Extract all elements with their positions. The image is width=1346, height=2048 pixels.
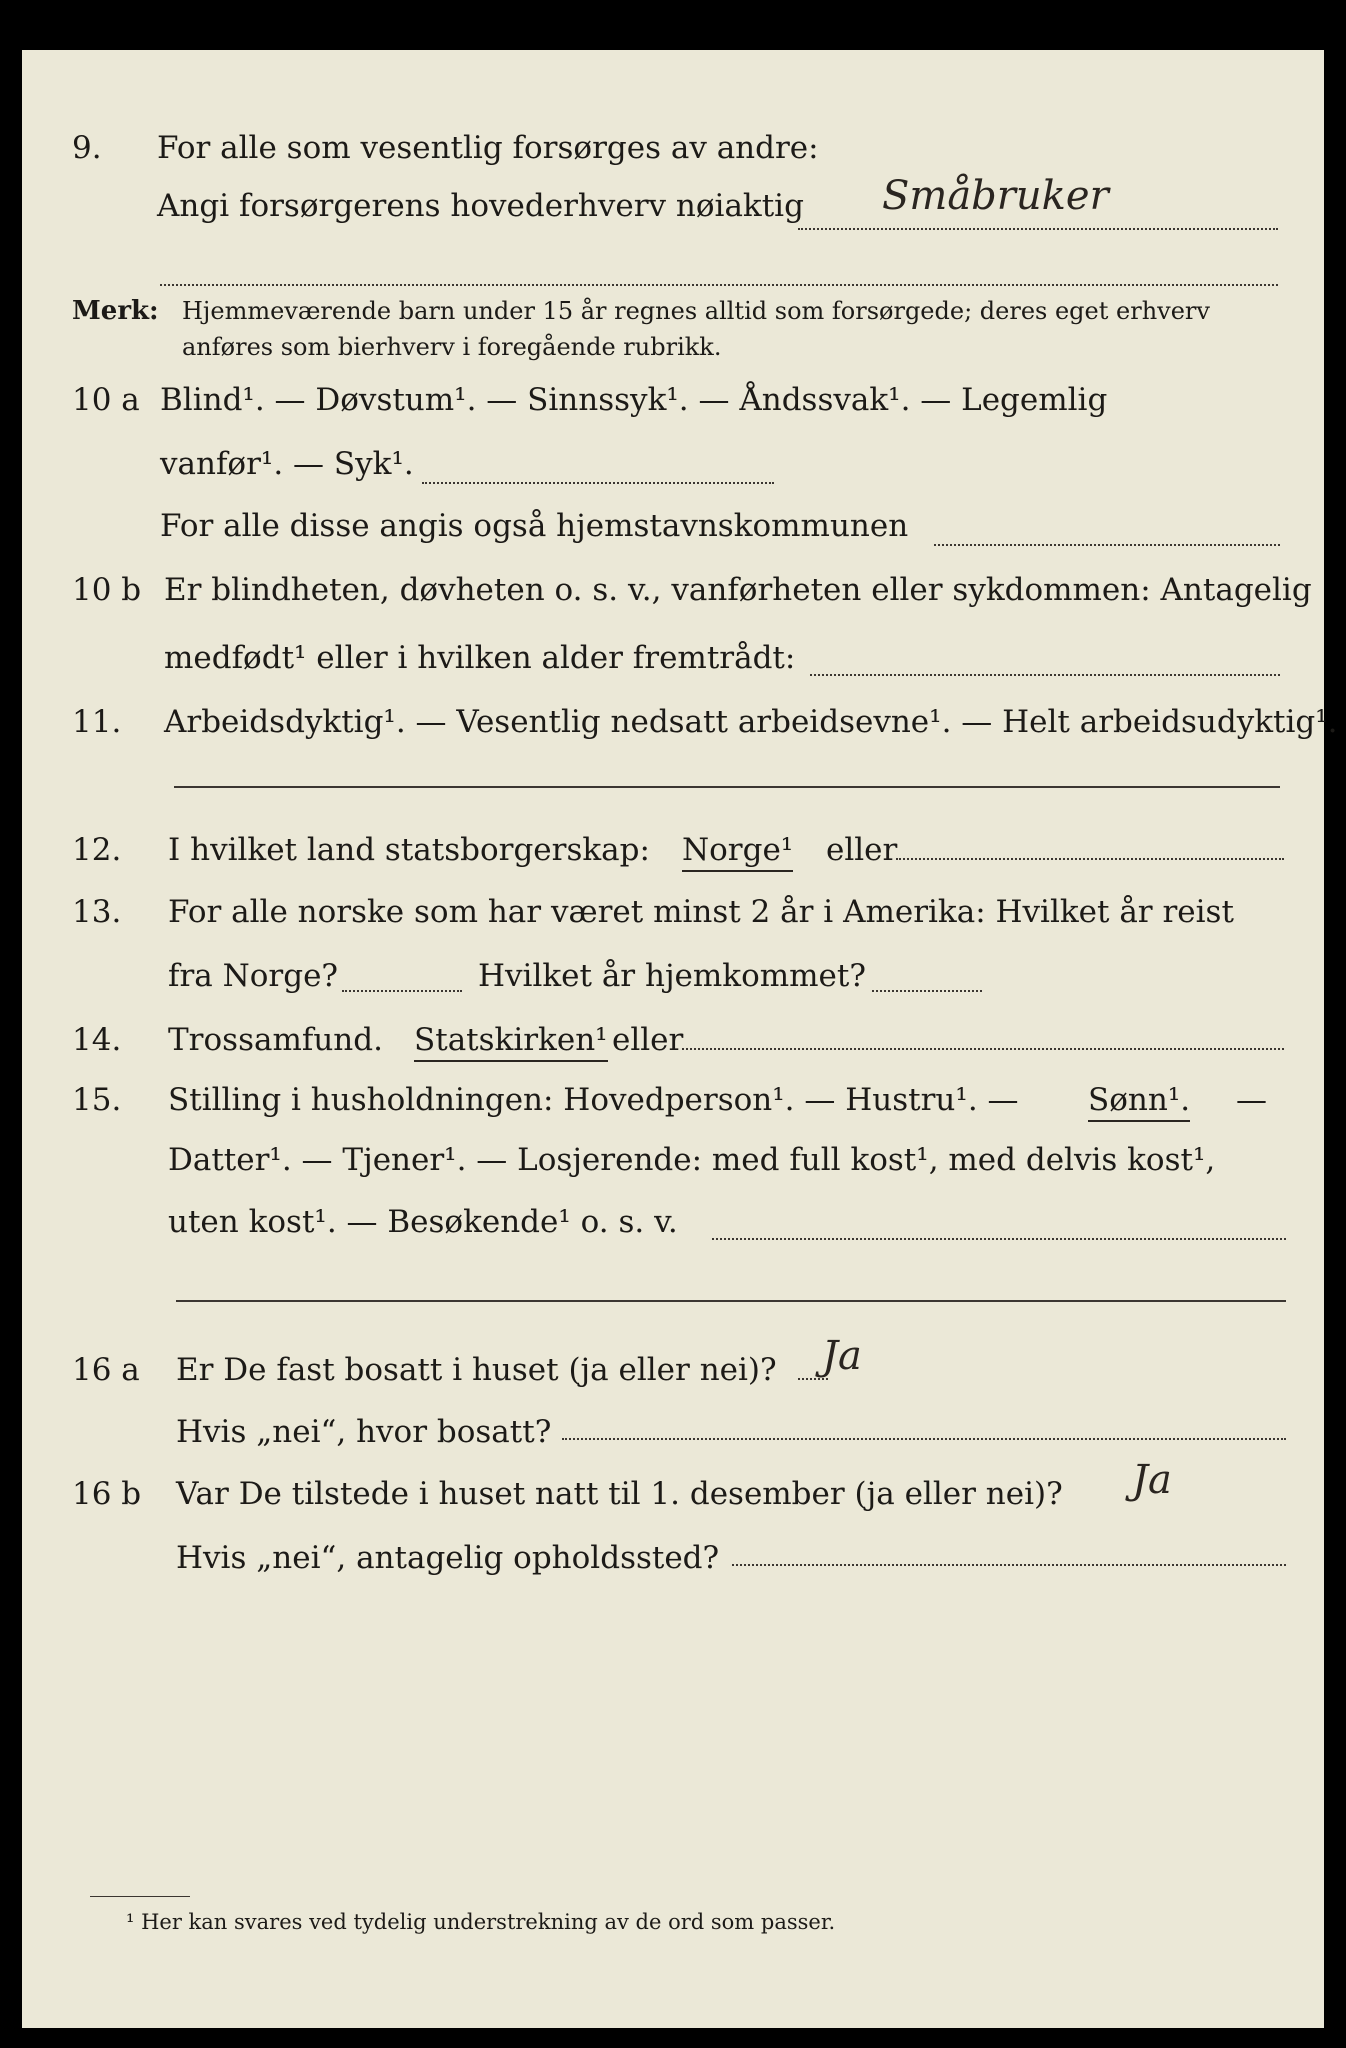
question-number: 13.	[72, 894, 122, 930]
question-text: Er blindheten, døvheten o. s. v., vanførheten eller sykdommen: Antagelig	[164, 572, 1312, 608]
handwritten-answer: Ja	[822, 1333, 862, 1379]
question-number: 16 a	[72, 1352, 140, 1388]
note-text: Hjemmeværende barn under 15 år regnes alltid som forsørgede; deres eget erhverv	[182, 297, 1210, 325]
question-text: Trossamfund.	[168, 1022, 383, 1058]
note-label: Merk:	[72, 296, 159, 326]
answer-line	[934, 544, 1280, 546]
answer-line	[160, 284, 1278, 286]
footnote-text: ¹ Her kan svares ved tydelig understrekning av de ord som passer.	[126, 1910, 836, 1934]
question-text: —	[1236, 1082, 1267, 1118]
question-text: Var De tilstede i huset natt til 1. desember (ja eller nei)?	[176, 1476, 1063, 1512]
question-text: I hvilket land statsborgerskap:	[168, 832, 650, 868]
question-text: medfødt¹ eller i hvilken alder fremtrådt:	[164, 640, 796, 676]
question-text: uten kost¹. — Besøkende¹ o. s. v.	[168, 1204, 678, 1240]
question-number: 10 a	[72, 382, 140, 418]
question-text: vanfør¹. — Syk¹.	[160, 446, 414, 482]
question-text: Er De fast bosatt i huset (ja eller nei)?	[176, 1352, 777, 1388]
question-text: For alle som vesentlig forsørges av andre:	[157, 130, 819, 166]
question-number: 16 b	[72, 1476, 142, 1512]
underlined-answer: Norge¹	[682, 830, 793, 872]
question-text: Arbeidsdyktig¹. — Vesentlig nedsatt arbeidsevne¹. — Helt arbeidsudyktig¹.	[164, 704, 1338, 740]
question-text: eller	[826, 832, 898, 868]
answer-line	[422, 482, 774, 484]
question-number: 9.	[72, 130, 102, 166]
note-text: anføres som bierhverv i foregående rubrikk.	[182, 333, 722, 361]
question-text: Blind¹. — Døvstum¹. — Sinnssyk¹. — Åndssvak¹. — Legemlig	[160, 382, 1108, 418]
question-text: eller	[612, 1022, 684, 1058]
question-text: For alle norske som har været minst 2 år i Amerika: Hvilket år reist	[168, 894, 1234, 930]
answer-rule	[176, 1300, 1286, 1302]
question-number: 11.	[72, 704, 122, 740]
census-form-page	[22, 50, 1338, 2028]
question-text: Hvilket år hjemkommet?	[478, 958, 866, 994]
question-text: Angi forsørgerens hovederhverv nøiaktig	[157, 188, 804, 224]
answer-line	[872, 990, 982, 992]
question-text: Hvis „nei“, hvor bosatt?	[176, 1414, 552, 1450]
underlined-answer: Statskirken¹	[414, 1020, 608, 1062]
answer-line	[798, 228, 1278, 230]
question-number: 15.	[72, 1082, 122, 1118]
question-text: fra Norge?	[168, 958, 339, 994]
answer-line	[562, 1438, 1286, 1440]
handwritten-answer: Ja	[1132, 1457, 1172, 1503]
answer-line	[798, 1378, 828, 1380]
answer-rule	[174, 786, 1280, 788]
question-number: 10 b	[72, 572, 142, 608]
question-text: Hvis „nei“, antagelig opholdssted?	[176, 1540, 720, 1576]
answer-line	[810, 674, 1280, 676]
question-text: Stilling i husholdningen: Hovedperson¹. — Hustru¹. —	[168, 1082, 1019, 1118]
handwritten-answer: Småbruker	[882, 173, 1109, 219]
underlined-answer: Sønn¹.	[1088, 1080, 1190, 1122]
question-text: For alle disse angis også hjemstavnskommunen	[160, 508, 909, 544]
question-text: Datter¹. — Tjener¹. — Losjerende: med full kost¹, med delvis kost¹,	[168, 1142, 1216, 1178]
question-number: 14.	[72, 1022, 122, 1058]
footnote-rule	[90, 1896, 190, 1897]
answer-line	[682, 1048, 1284, 1050]
answer-line	[712, 1238, 1286, 1240]
answer-line	[896, 858, 1284, 860]
answer-line	[342, 990, 462, 992]
question-number: 12.	[72, 832, 122, 868]
answer-line	[732, 1564, 1286, 1566]
